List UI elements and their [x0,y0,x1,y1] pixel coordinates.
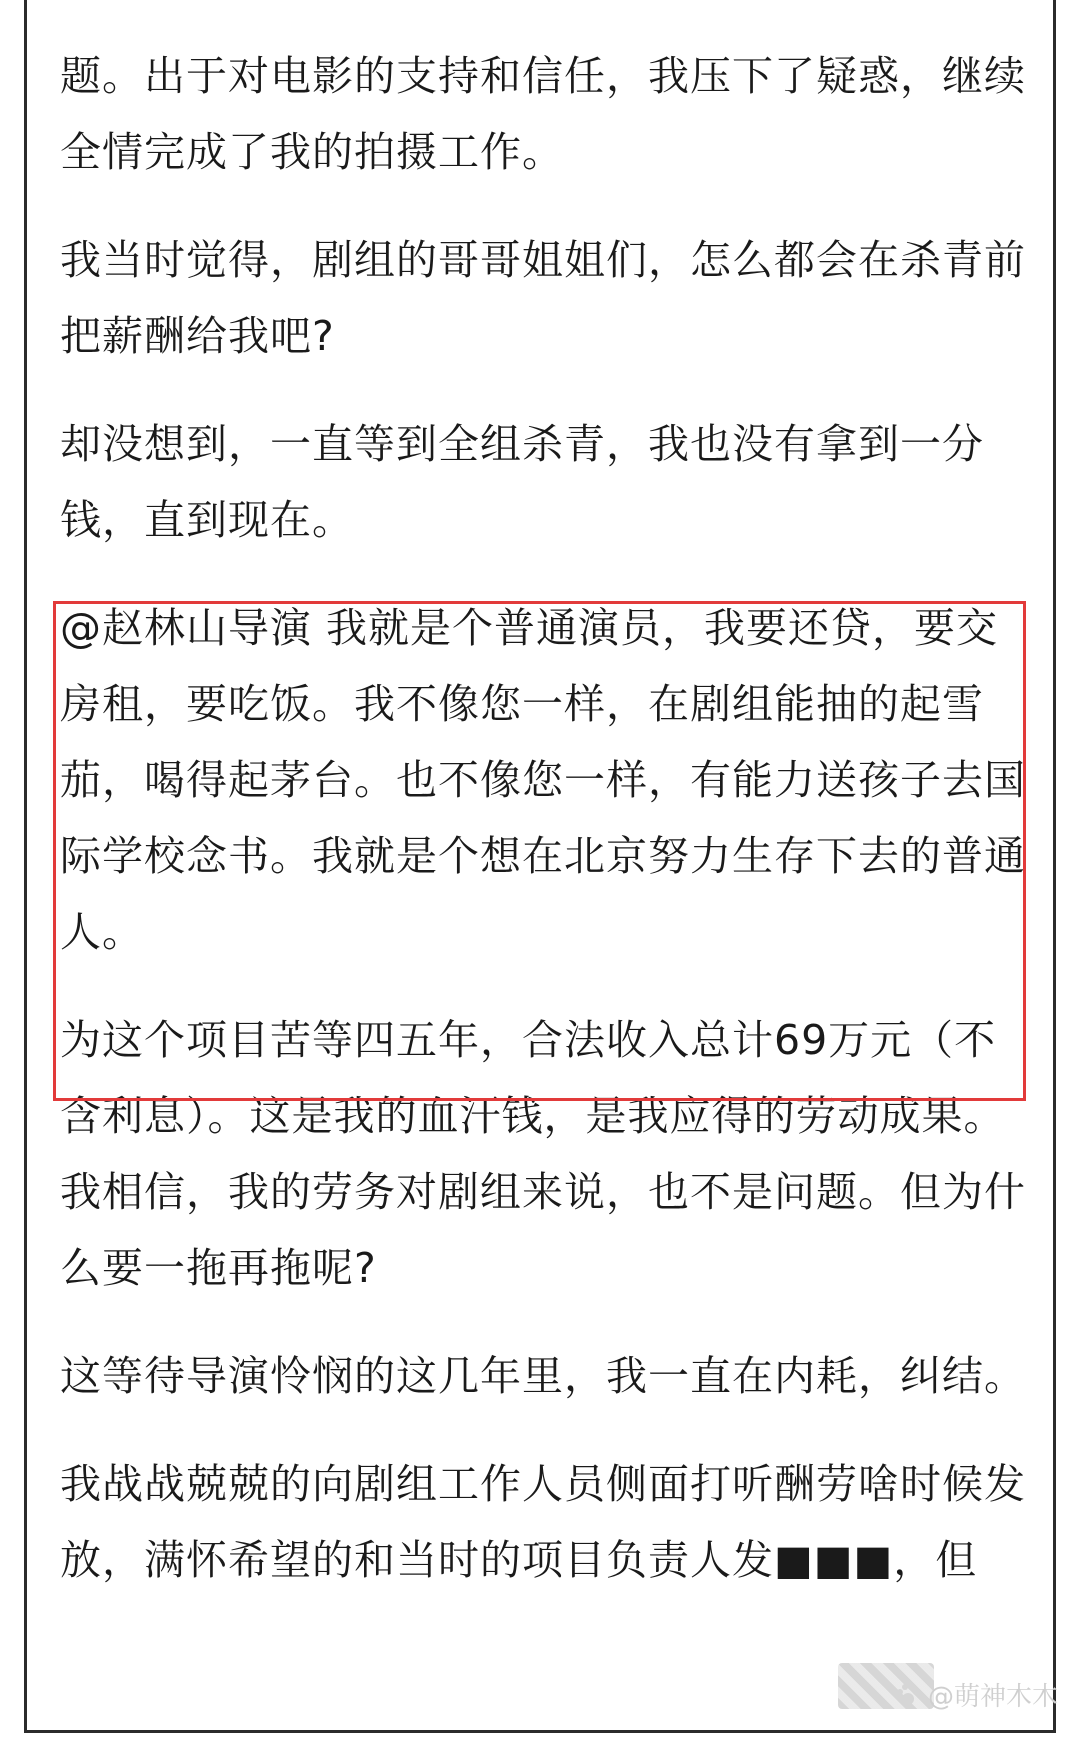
paragraph: 题。出于对电影的支持和信任，我压下了疑惑，继续全情完成了我的拍摄工作。 [60,52,1026,176]
paragraph: 我战战兢兢的向剧组工作人员侧面打听酬劳啥时候发放，满怀希望的和当时的项目负责人发■■■，但 [60,1460,1026,1584]
paragraph: 我当时觉得，剧组的哥哥姐姐们，怎么都会在杀青前把薪酬给我吧? [60,236,1026,360]
paragraph-highlighted: @赵林山导演 我就是个普通演员，我要还贷，要交房租，要吃饭。我不像您一样，在剧组能抽的起雪茄，喝得起茅台。也不像您一样，有能力送孩子去国际学校念书。我就是个想在北京努力生存下去的普通人。 [60,604,1026,956]
watermark [894,1676,1058,1713]
paragraph: 这等待导演怜悯的这几年里，我一直在内耗，纠结。 [60,1352,1026,1400]
paragraph: 却没想到，一直等到全组杀青，我也没有拿到一分钱，直到现在。 [60,420,984,544]
article-body [60,38,1028,1630]
paragraph: 为这个项目苦等四五年，合法收入总计69万元（不含利息）。这是我的血汗钱，是我应得的劳动成果。我相信，我的劳务对剧组来说，也不是问题。但为什么要一拖再拖呢? [60,1016,1026,1292]
paw-icon [894,1681,922,1709]
watermark-text: @萌神木木 [927,1682,1058,1712]
